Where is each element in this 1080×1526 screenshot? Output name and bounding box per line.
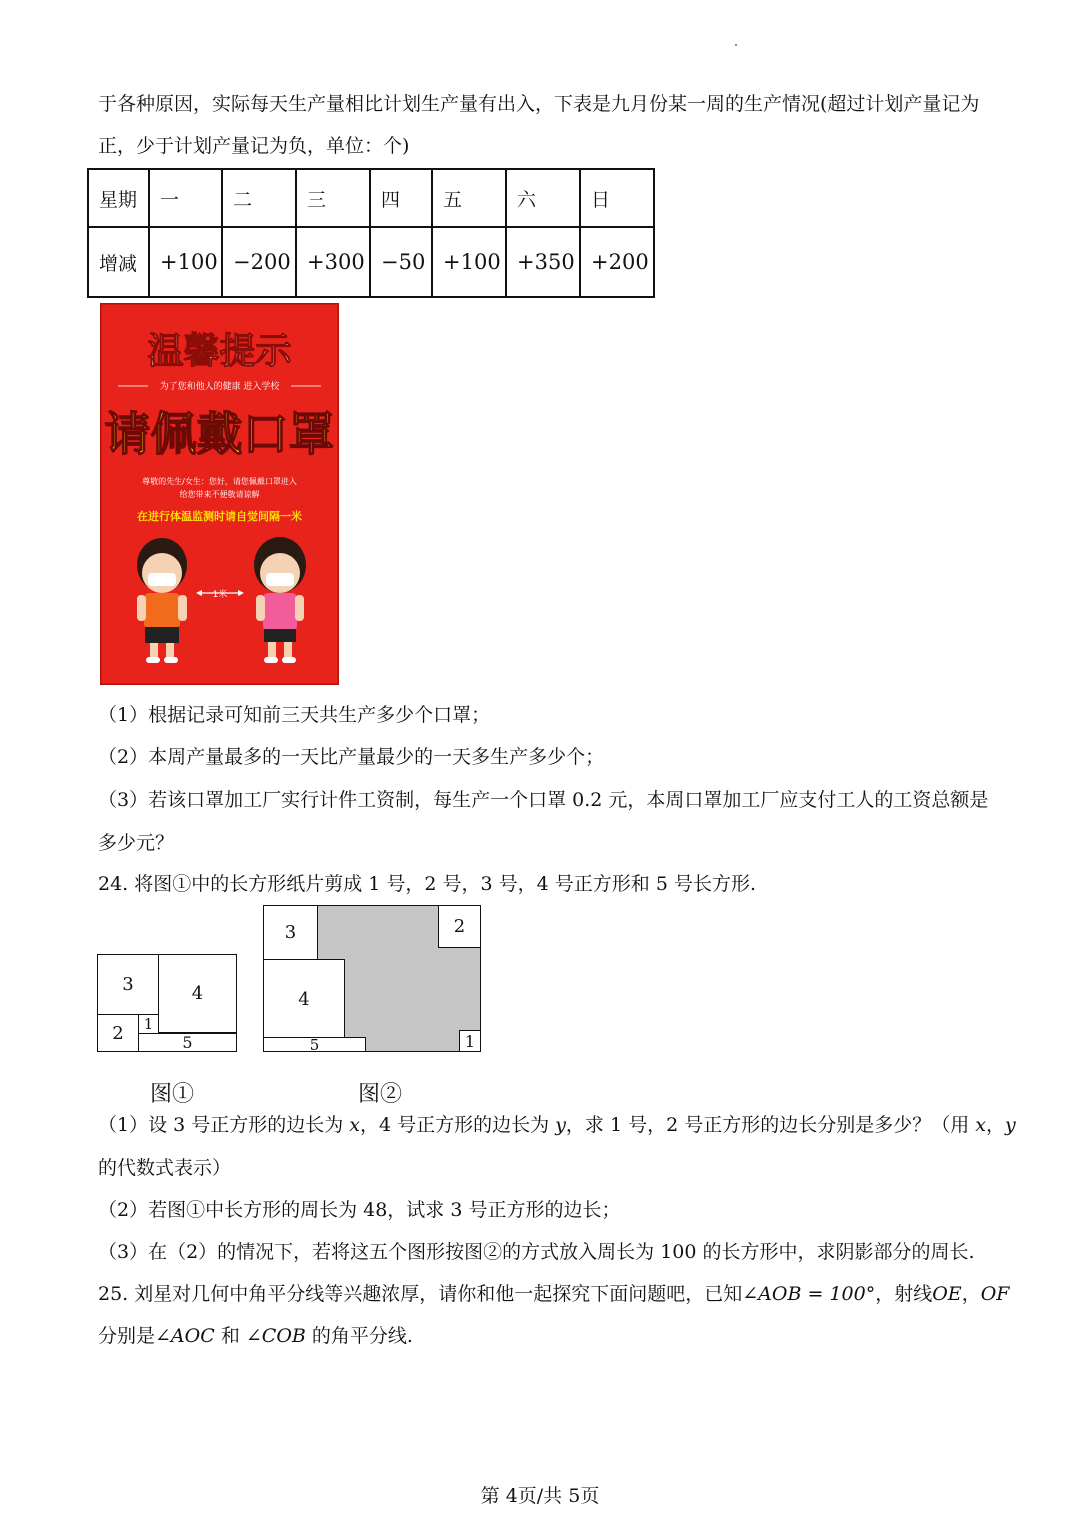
poster-distance-line: 在进行体温监测时请自觉间隔一米 (137, 510, 302, 523)
q23-part-1: （1）根据记录可知前三天共生产多少个口罩； (98, 704, 491, 726)
fig1-square-3: 3 (97, 954, 159, 1015)
poster-title: 温馨提示 (147, 331, 292, 372)
q24-part-1-line-1: （1）设 3 号正方形的边长为 x，4 号正方形的边长为 y，求 1 号，2 号正方形的边长分别是多少？（用 x，y (98, 1114, 1016, 1136)
table-value-row (88, 227, 654, 297)
q25-line-1: 25. 刘星对几何中角平分线等兴趣浓厚，请你和他一起探究下面问题吧，已知∠AOB = 100°，射线OE，OF (98, 1283, 1010, 1305)
value-cell: −200 (222, 227, 296, 297)
q23-part-2: （2）本周产量最多的一天比产量最少的一天多生产多少个； (98, 746, 605, 768)
intro-line-1: 于各种原因，实际每天生产量相比计划生产量有出入，下表是九月份某一周的生产情况(超过计划产量记为 (98, 93, 980, 115)
day-cell: 六 (506, 169, 580, 227)
poster-main-text: 请佩戴口罩 (104, 407, 335, 461)
production-table (87, 168, 655, 298)
q24-stem: 24. 将图①中的长方形纸片剪成 1 号，2 号，3 号，4 号正方形和 5 号长方形. (98, 873, 757, 895)
fig2-square-3: 3 (263, 905, 318, 960)
value-cell: +100 (432, 227, 506, 297)
q24-part-2: （2）若图①中长方形的周长为 48，试求 3 号正方形的边长； (98, 1199, 621, 1221)
fig2-square-4: 4 (263, 959, 345, 1039)
q23-part-3-line-1: （3）若该口罩加工厂实行计件工资制，每生产一个口罩 0.2 元，本周口罩加工厂应支付工人的工资总额是 (98, 789, 989, 811)
q24-part-3: （3）在（2）的情况下，若将这五个图形按图②的方式放入周长为 100 的长方形中，求阴影部分的周长. (98, 1241, 975, 1263)
value-cell: +350 (506, 227, 580, 297)
fig1-square-1: 1 (138, 1014, 159, 1034)
fig2-square-1: 1 (459, 1030, 481, 1052)
poster-small-line-1: 尊敬的先生/女生：您好，请您佩戴口罩进入 (142, 477, 297, 486)
value-cell: +200 (580, 227, 654, 297)
day-cell: 一 (149, 169, 222, 227)
intro-line-2: 正，少于计划产量记为负，单位：个) (98, 135, 410, 157)
day-cell: 二 (222, 169, 296, 227)
day-cell: 三 (296, 169, 370, 227)
value-cell: +100 (149, 227, 222, 297)
figure-2-caption: 图② (358, 1082, 403, 1107)
fig1-square-4: 4 (158, 954, 237, 1033)
table-header-row (88, 169, 654, 227)
day-cell: 四 (370, 169, 432, 227)
figure-1 (97, 954, 237, 1052)
page-footer: 第 4页/共 5页 (480, 1485, 600, 1507)
value-cell: +300 (296, 227, 370, 297)
q24-part-1-line-2: 的代数式表示） (98, 1157, 232, 1179)
poster-distance-label: 1米 (212, 590, 228, 600)
day-cell: 五 (432, 169, 506, 227)
poster-small-line-2: 给您带来不便敬请谅解 (179, 490, 260, 499)
scan-speck (735, 44, 737, 46)
value-cell: −50 (370, 227, 432, 297)
figure-2 (263, 905, 481, 1052)
fig2-rectangle-5: 5 (263, 1037, 366, 1052)
fig1-rectangle-5: 5 (138, 1033, 237, 1052)
mask-reminder-poster (100, 303, 339, 685)
q25-line-2: 分别是∠AOC 和 ∠COB 的角平分线. (98, 1325, 413, 1347)
table-header-label: 星期 (88, 169, 149, 227)
fig1-square-2: 2 (97, 1014, 139, 1052)
q23-part-3-line-2: 多少元？ (98, 832, 175, 854)
poster-subtitle: 为了您和他人的健康 进入学校 (159, 382, 280, 392)
table-row-label: 增减 (88, 227, 149, 297)
day-cell: 日 (580, 169, 654, 227)
figure-1-caption: 图① (150, 1082, 195, 1107)
fig2-square-2: 2 (438, 905, 481, 948)
